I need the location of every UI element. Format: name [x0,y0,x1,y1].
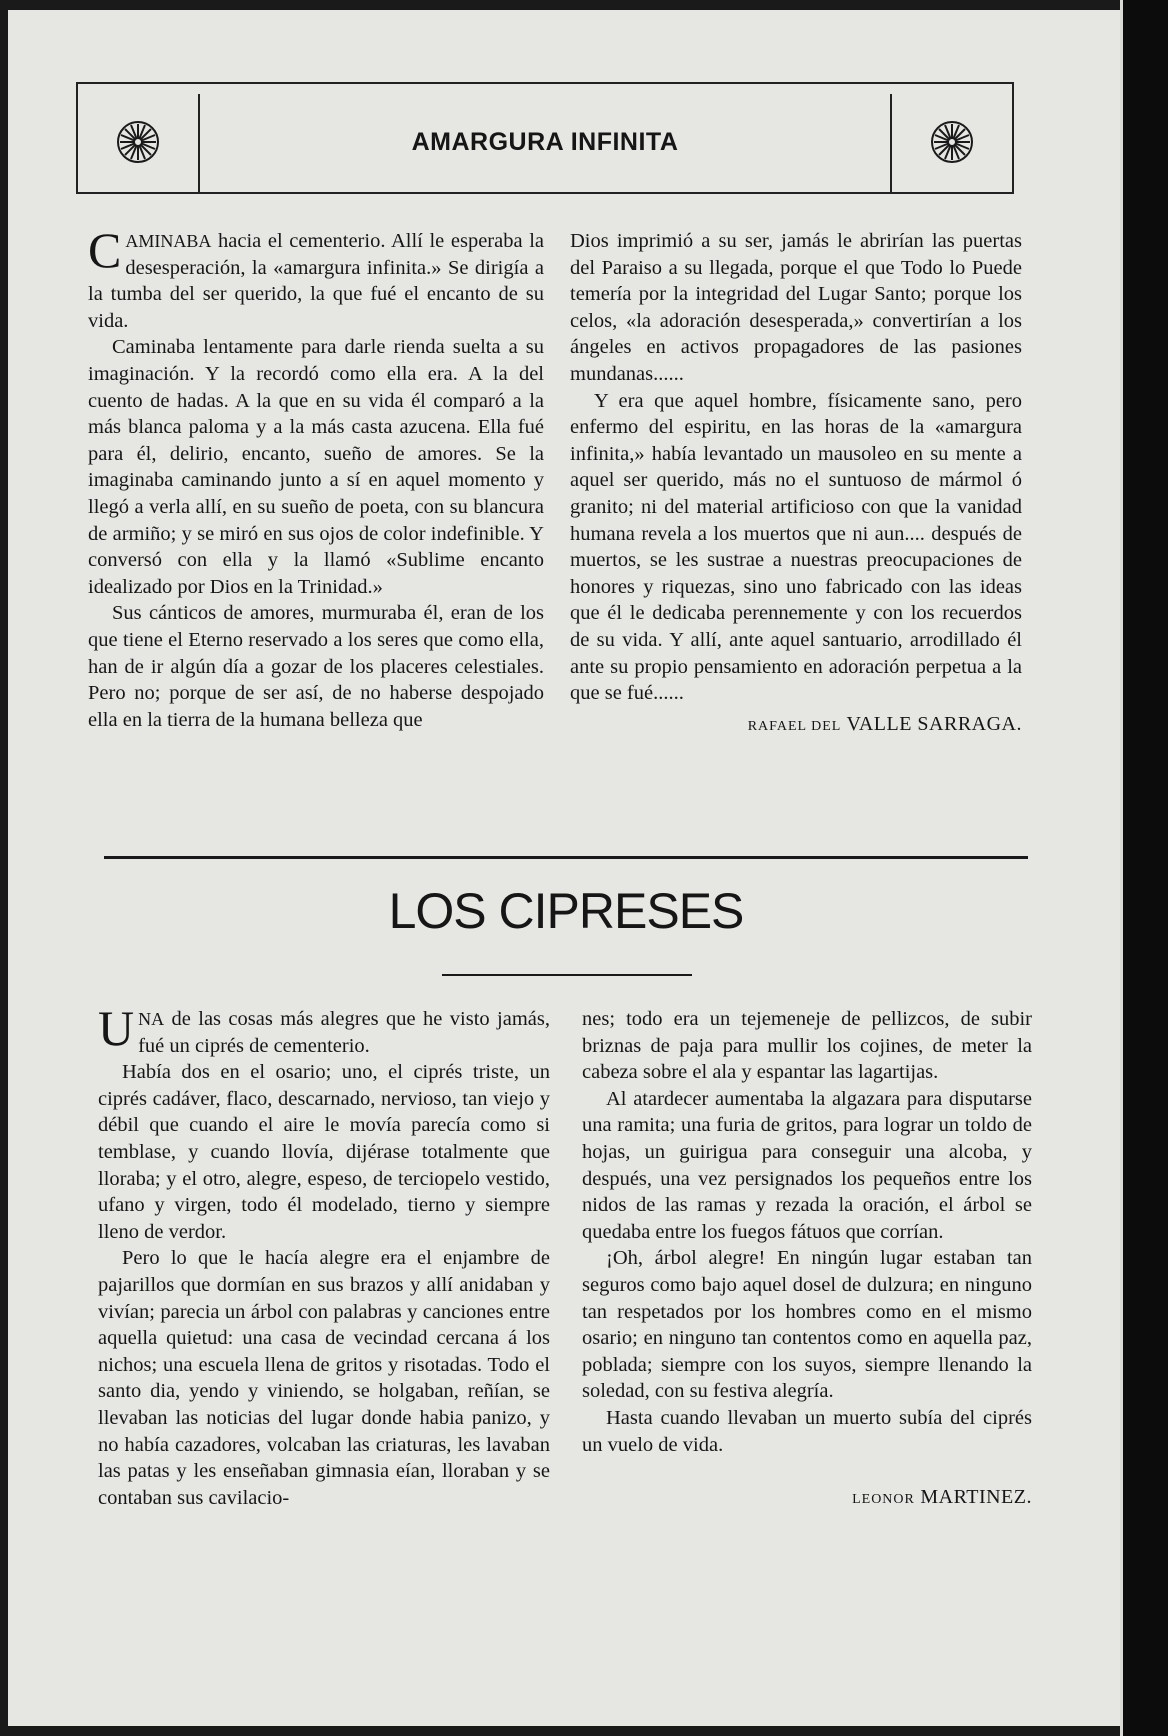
article1-signature-first: RAFAEL DEL [747,718,842,734]
article2-paragraph: ¡Oh, árbol alegre! En ningún lugar estaban tan seguros como bajo aquel dosel de dulzura; en ninguno tan respetados por los hombres como en el mismo osario; en ninguno tan contentos como en aquella paz, poblada; siempre con los suyos, siempre llenando la soledad, con su festiva alegría. [582,1247,1032,1403]
article1-paragraph: Dios imprimió a su ser, jamás le abrirían las puertas del Paraiso a su llegada, porque el que Todo lo Puede temería por la integridad del Lugar Santo; porque los celos, «la adoración desesperada,» convertirían a los ángeles en activos propagadores de las pasiones mundanas...... [570,230,1022,385]
article2-column-left [98,1000,550,1511]
article2-paragraph: Pero lo que le hacía alegre era el enjambre de pajarillos que dormían en sus brazos y allí anidaban y vivían; parecia un árbol con palabras y canciones entre aquella quietud: una casa de vecindad cercana á los nichos; una escuela llena de gritos y risotadas. Todo el santo dia, yendo y viniendo, se holgaban, reñían, se llevaban las noticias del lugar donde habia panizo, y no había cazadores, volcaban las criaturas, les lavaban las patas y les enseñaban gimnasia eían, lloraban y se contaban sus cavilacio- [98,1247,550,1509]
article1-dropcap: C [88,222,122,278]
article2-first-word: NA [138,1009,165,1029]
article1-signature-last: VALLE SARRAGA. [846,712,1022,735]
article2-dropcap: U [98,1000,135,1056]
article1-column-left [88,222,544,733]
article2-text: de las cosas más alegres que he visto jamás, fué un ciprés de cementerio. [138,1008,550,1057]
article2-title: LOS CIPRESES [388,883,744,939]
section-divider [104,856,1028,859]
article2-paragraph: Al atardecer aumentaba la algazara para disputarse una ramita; una furia de gritos, para lograr un toldo de hojas, un guirigua para conseguir una alcoba, y después, una vez persignados los pequeños entre los nidos de las ramas y rezada la oración, el árbol se quedaba entre los fuegos fátuos que corrían. [582,1087,1032,1243]
header-ornament-box-right [890,94,1012,192]
article1-paragraph [88,222,544,334]
rosette-icon [116,120,160,164]
article2-paragraph: Había dos en el osario; uno, el ciprés triste, un ciprés cadáver, flaco, descarnado, nervioso, tan viejo y débil que cuando el aire le movía parecía como si temblase, y cuando llovía, dijérase totalmente que lloraba; y el otro, alegre, espeso, de terciopelo vestido, ufano y virgen, todo él modelado, tierno y siempre lleno de verdor. [98,1061,550,1243]
article2-paragraph: Hasta cuando llevaban un muerto subía del ciprés un vuelo de vida. [582,1406,1032,1456]
article2-signature [582,1484,1032,1514]
header-ornament-box-left [78,94,200,192]
article1-first-word: AMINABA [125,231,212,251]
article1-paragraph: Sus cánticos de amores, murmuraba él, eran de los que tiene el Eterno reservado a los seres que como ella, han de ir algún día a gozar de los placeres celestiales. Pero no; porque de ser así, de no haberse despojado ella en la tierra de la humana belleza que [88,602,544,731]
header-frame [76,82,1014,194]
article2-signature-last: MARTINEZ. [920,1486,1032,1509]
header-title: AMARGURA INFINITA [411,128,679,156]
article2-signature-first: LEONOR [852,1492,915,1508]
article1-text: hacia el cementerio. Allí le esperaba la desesperación, la «amargura infinita.» Se dirigía a la tumba del ser querido, la que fué el encanto de su vida. [88,230,544,332]
article2-paragraph: nes; todo era un tejemeneje de pellizcos, de subir briznas de paja para mullir los cojines, de meter la cabeza sobre el ala y espantar las lagartijas. [582,1008,1032,1084]
article1-signature [570,711,1022,741]
article1-paragraph: Y era que aquel hombre, físicamente sano, pero enfermo del espiritu, en las horas de la «amargura infinita,» había levantado un mausoleo en su mente a aquel ser querido, más no el suntuoso de mármol ó granito; ni del material artificioso con que la vanidad humana revela a los muertos que ni aun.... después de muertos, se les sustrae a nuestras preocupaciones de honores y riquezas, sino uno fabricado con las ideas que él le dedicaba perennemente y con los recuerdos de su vida. Y allí, ante aquel santuario, arrodillado él ante su propio pensamiento en adoración perpetua a la que se fué...... [570,389,1022,705]
article2-column-right [582,1006,1032,1514]
article1-column-right [570,228,1022,740]
magazine-page [8,10,1120,1726]
article2-paragraph [98,1000,550,1059]
book-binding-edge [1120,0,1168,1736]
article1-paragraph: Caminaba lentamente para darle rienda suelta a su imaginación. Y la recordó como ella era. A la del cuento de hadas. A la que en su vida él comparó a la más blanca paloma y a la más casta azucena. Ella fué para él, delirio, encanto, sueño de amores. Se la imaginaba caminando junto a sí en aquel momento y llegó a verla allí, en su sueño de poeta, con su blancura de armiño; y se miró en sus ojos de color indefinible. Y conversó con ella y la llamó «Sublime encanto idealizado por Dios en la Trinidad.» [88,336,544,598]
title-underline [442,974,692,976]
rosette-icon [930,120,974,164]
